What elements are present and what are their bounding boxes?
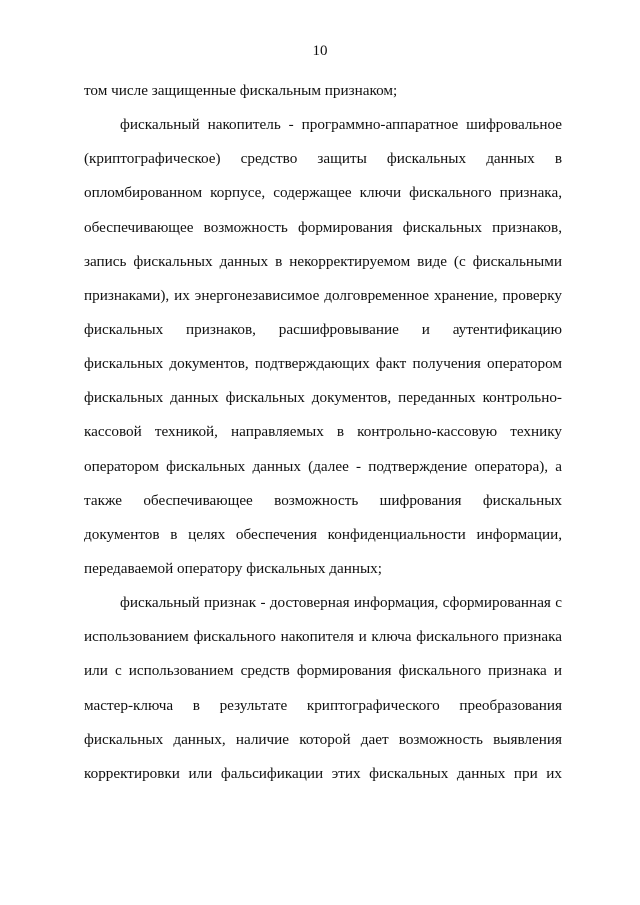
text-line: передаваемой оператору фискальных данных; [84, 559, 382, 577]
text-line: признаками), их энергонезависимое долговременное хранение, проверку [84, 286, 562, 304]
text-line: использованием фискального накопителя и ключа фискального признака [84, 628, 562, 646]
text-line: опломбированном корпусе, содержащее ключи фискального признака, [84, 184, 562, 202]
text-line: обеспечивающее возможность формирования фискальных признаков, [84, 218, 562, 236]
text-line: фискальный признак - достоверная информация, сформированная с [120, 594, 562, 612]
text-line: оператором фискальных данных (далее - подтверждение оператора), а [84, 457, 562, 475]
text-line: мастер-ключа в результате криптографического преобразования [84, 696, 562, 714]
page-number: 10 [312, 43, 328, 59]
text-line: фискальных данных фискальных документов, переданных контрольно- [84, 389, 562, 407]
text-line: фискальных документов, подтверждающих факт получения оператором [84, 355, 562, 373]
text-line: фискальных признаков, расшифровывание и аутентификацию [84, 320, 562, 338]
text-line: фискальных данных, наличие которой дает возможность выявления [84, 730, 562, 748]
text-line: или с использованием средств формирования фискального признака и [84, 662, 562, 680]
text-line: запись фискальных данных в некорректируемом виде (с фискальными [84, 252, 562, 270]
text-line: документов в целях обеспечения конфиденциальности информации, [84, 525, 562, 543]
body-text [84, 82, 562, 799]
text-line: также обеспечивающее возможность шифрования фискальных [84, 491, 562, 509]
text-line: кассовой техникой, направляемых в контрольно-кассовую технику [84, 423, 562, 441]
text-line: (криптографическое) средство защиты фискальных данных в [84, 150, 562, 168]
text-line: фискальный накопитель - программно-аппаратное шифровальное [120, 116, 562, 134]
text-line: том числе защищенные фискальным признаком; [84, 82, 398, 99]
text-line: корректировки или фальсификации этих фискальных данных при их [84, 764, 562, 782]
